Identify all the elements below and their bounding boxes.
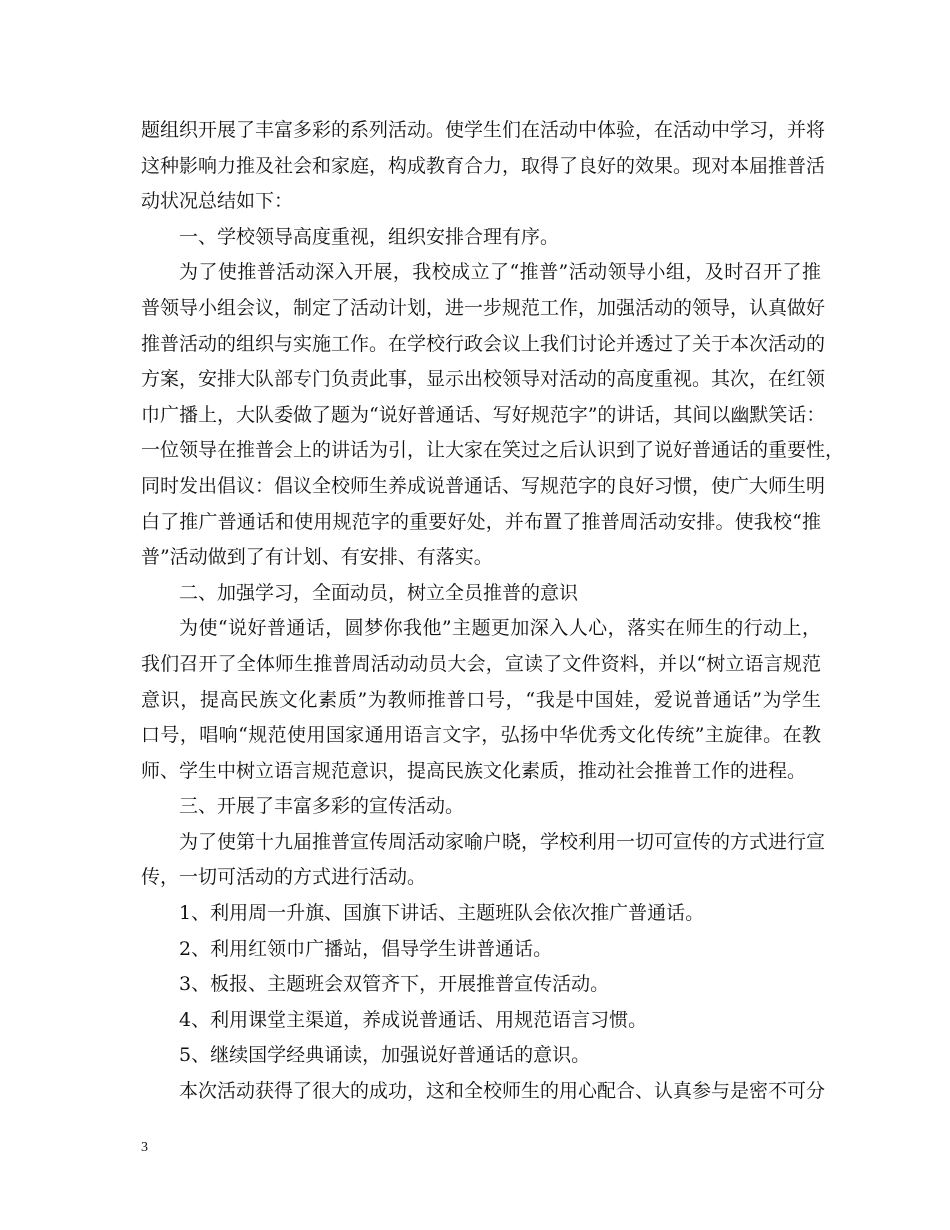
section-heading: 二、加强学习，全面动员，树立全员推普的意识 [179,581,579,604]
text-line: 同时发出倡议：倡议全校师生养成说普通话、写规范字的良好习惯，使广大师生明 [141,474,826,497]
list-item: 3、板报、主题班会双管齐下，开展推普宣传活动。 [179,973,610,996]
text-line: 白了推广普通话和使用规范字的重要好处，并布置了推普周活动安排。使我校“推 [141,510,821,533]
text-line: 普”活动做到了有计划、有安排、有落实。 [141,546,493,569]
text-line: 这种影响力推及社会和家庭，构成教育合力，取得了良好的效果。现对本届推普活 [141,154,826,177]
section-heading: 一、学校领导高度重视，组织安排合理有序。 [179,225,560,248]
list-item: 4、利用课堂主渠道，养成说普通话、用规范语言习惯。 [179,1008,648,1031]
text-line: 题组织开展了丰富多彩的系列活动。使学生们在活动中体验，在活动中学习，并将 [141,119,826,141]
section-heading: 三、开展了丰富多彩的宣传活动。 [179,795,465,818]
text-line: 本次活动获得了很大的成功，这和全校师生的用心配合、认真参与是密不可分 [179,1080,826,1103]
text-line: 普领导小组会议，制定了活动计划，进一步规范工作，加强活动的领导，认真做好 [141,296,826,319]
document-body [141,113,845,1110]
list-item: 2、利用红领巾广播站，倡导学生讲普通话。 [179,937,553,960]
text-line: 动状况总结如下： [141,190,294,213]
text-line: 师、学生中树立语言规范意识，提高民族文化素质，推动社会推普工作的进程。 [141,759,807,782]
text-line: 方案，安排大队部专门负责此事，显示出校领导对活动的高度重视。其次，在红领 [141,368,826,391]
text-line: 一位领导在推普会上的讲话为引，让大家在笑过之后认识到了说好普通话的重要性， [141,439,845,462]
text-line: 我们召开了全体师生推普周活动动员大会，宣读了文件资料，并以“树立语言规范 [141,652,821,675]
text-line: 传，一切可活动的方式进行活动。 [141,866,427,889]
text-line: 口号，唱响“规范使用国家通用语言文字，弘扬中华优秀文化传统”主旋律。在教 [141,724,821,747]
text-line: 意识，提高民族文化素质”为教师推普口号，“我是中国娃，爱说普通话”为学生 [141,688,821,711]
text-line: 为使“说好普通话，圆梦你我他”主题更加深入人心，落实在师生的行动上， [179,617,821,640]
text-line: 为了使推普活动深入开展，我校成立了“推普”活动领导小组，及时召开了推 [179,261,821,284]
list-item: 1、利用周一升旗、国旗下讲话、主题班队会依次推广普通话。 [179,902,705,925]
text-line: 推普活动的组织与实施工作。在学校行政会议上我们讨论并透过了关于本次活动的 [141,332,826,355]
text-line: 为了使第十九届推普宣传周活动家喻户晓，学校利用一切可宣传的方式进行宣 [179,830,826,853]
list-item: 5、继续国学经典诵读，加强说好普通话的意识。 [179,1044,591,1067]
text-line: 巾广播上，大队委做了题为“说好普通话、写好规范字”的讲话，其间以幽默笑话： [141,403,826,426]
page-number: 3 [141,1140,148,1155]
